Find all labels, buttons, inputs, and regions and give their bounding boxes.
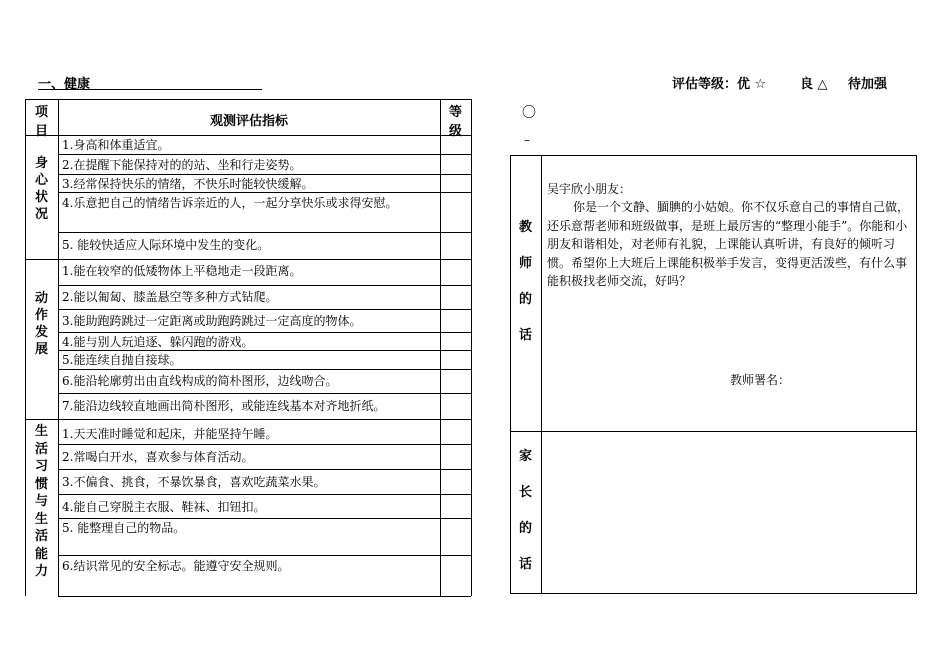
indicator-row: 5. 能较快适应人际环境中发生的变化。: [62, 238, 270, 252]
dash-mark: –: [524, 133, 530, 147]
rating-excellent: 评估等级：优 ☆: [672, 77, 767, 92]
indicator-row: 2.常喝白开水，喜欢参与体育活动。: [62, 450, 254, 464]
teacher-greeting: 吴宇欣小朋友：: [547, 182, 632, 196]
indicator-row: 3.不偏食、挑食，不暴饮暴食，喜欢吃蔬菜水果。: [62, 475, 326, 489]
section-title: 一、健康: [38, 77, 91, 92]
indicator-row: 4.乐意把自己的情绪告诉亲近的人，一起分享快乐或求得安慰。: [62, 196, 398, 210]
indicator-row: 5. 能整理自己的物品。: [62, 521, 186, 535]
col-indicator-header: 观测评估指标: [209, 114, 288, 129]
parent-label: 家 长 的 话: [518, 449, 532, 572]
indicator-row: 2.在提醒下能保持对的的站、坐和行走姿势。: [62, 158, 302, 172]
circle-mark: 〇: [522, 105, 536, 121]
group-name-motor: 动 作 发 展: [34, 291, 48, 357]
indicator-row: 3.经常保持快乐的情绪，不快乐时能较快缓解。: [62, 177, 314, 191]
col-grade-header: 等 级: [448, 105, 462, 139]
indicator-row: 2.能以匍匐、膝盖悬空等多种方式钻爬。: [62, 290, 278, 304]
group-name-body-mind: 身 心 状 况: [34, 156, 48, 222]
indicator-row: 3.能助跑跨跳过一定距离或助跑跨跳过一定高度的物体。: [62, 314, 362, 328]
indicator-row: 1.天天准时睡觉和起床，并能坚持午睡。: [62, 427, 278, 441]
title-underline: [38, 89, 262, 90]
teacher-comment: 你是一个文静、腼腆的小姑娘。你不仅乐意自己的事情自己做，还乐意帮老师和班级做事，是班上最厉害的“整理小能手”。你能和小朋友和谐相处，对老师有礼貌，上课能认真听讲，有良好的倾听习惯。希望你上大班后上课能积极举手发言，变得更活泼些，有什么事能积极找老师交流，好吗？: [547, 200, 910, 288]
rating-improve: 待加强: [848, 77, 888, 92]
indicator-row: 5.能连续自抛自接球。: [62, 353, 182, 367]
indicator-row: 6.结识常见的安全标志。能遵守安全规则。: [62, 559, 290, 573]
indicator-row: 1.能在较窄的低矮物体上平稳地走一段距离。: [62, 264, 302, 278]
rating-good: 良 △: [800, 77, 828, 92]
indicator-row: 6.能沿轮廓剪出由直线构成的简朴图形，边线吻合。: [62, 374, 338, 388]
col-item-header: 项 目: [34, 105, 48, 139]
teacher-label: 教 师 的 话: [518, 220, 532, 343]
indicator-row: 7.能沿边线较直地画出简朴图形，或能连线基本对齐地折纸。: [62, 399, 386, 413]
teacher-signature: 教师署名：: [730, 373, 791, 387]
indicator-row: 4.能自己穿脱主衣服、鞋袜、扣钮扣。: [62, 500, 266, 514]
indicator-row: 4.能与别人玩追逐、躲闪跑的游戏。: [62, 335, 254, 349]
group-name-life-habits: 生 活 习 惯 与 生 活 能 力: [34, 424, 48, 579]
indicator-row: 1.身高和体重适宜。: [62, 138, 170, 152]
